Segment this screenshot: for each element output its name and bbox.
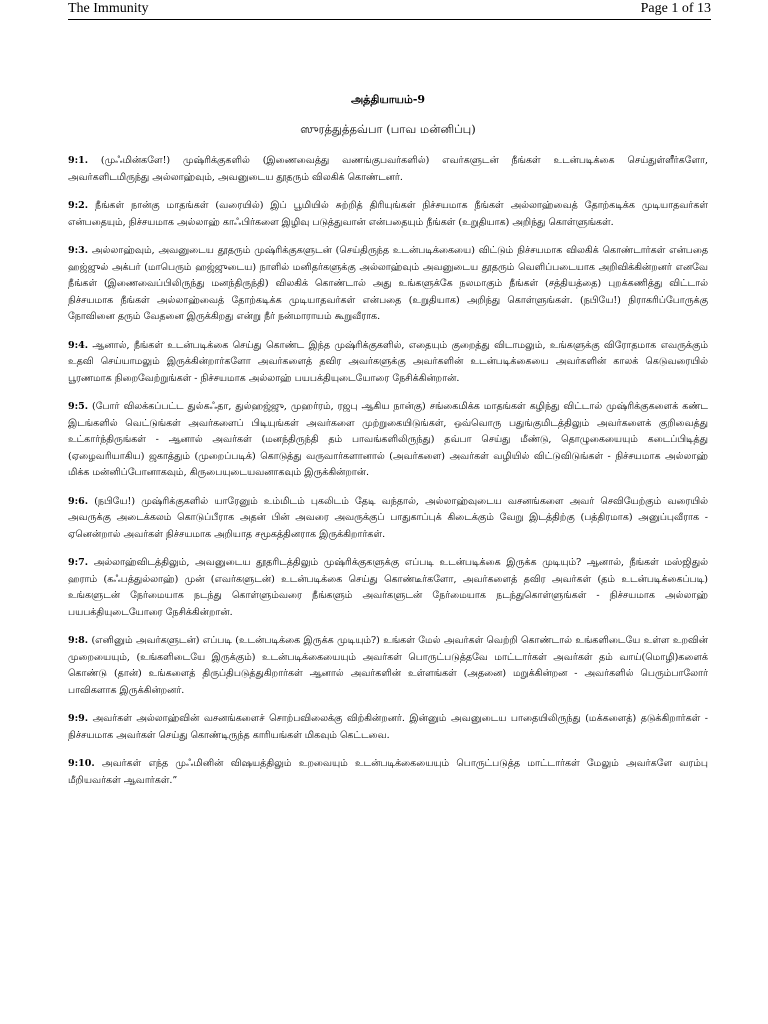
verse-text: (எனினும் அவர்களுடன்) எப்படி (உடன்படிக்கை இருக்க முடியும்?) உங்கள் மேல் அவர்கள் வெற்றி கொண்டால் உங்களிடையே உள்ள உறவின் முறையையும், (உங்களிடையே இருக்கும்) உடன்படிக்கையையும் அவர்கள் பொருட்படுத்தவே மாட்டார்கள் அவர்கள் தம் வாய்(மொழி)களைக் கொண்டு (தான்) உங்களைத் திருப்திபடுத்துகிறார்கள் ஆனால் அவர்களின் உள்ளங்கள் (அதனை) மறுக்கின்றன - அவர்களில் பெரும்பாலோர் பாவிகளாக இருக்கின்றனர்.: [68, 635, 708, 696]
verse: [68, 338, 708, 388]
verse-number: 9:4.: [68, 339, 89, 351]
page-indicator: Page 1 of 13: [640, 1, 711, 16]
verse-number: 9:1.: [68, 155, 89, 166]
verse: [68, 555, 708, 621]
verse-number: 9:8.: [68, 635, 89, 646]
verse-text: அவர்கள் அல்லாஹ்வின் வசனங்களைச் சொற்பவிலைக்கு விற்கின்றனர். இன்னும் அவனுடைய பாதையிலிருந்து (மக்களைத்) தடுக்கிறார்கள் - நிச்சயமாக அவர்கள் செய்து கொண்டிருந்த காரியங்கள் மிகவும் கெட்டவை.: [68, 713, 708, 741]
verse-text: (போர் விலக்கப்பட்ட துல்கஃதா, துல்ஹஜ்ஜு, முஹர்ரம், ரஜபு ஆகிய நான்கு) சங்கைமிக்க மாதங்கள் கழிந்து விட்டால் முஷ்ரிக்குகளைக் கண்ட இடங்களில் வெட்டுங்கள் அவர்களைப் பிடியுங்கள் அவர்களை முற்றுகையிடுங்கள், ஒவ்வொரு பதுங்குமிடத்திலும் அவர்களைக் குறிவைத்து உட்கார்ந்திருங்கள் - ஆனால் அவர்கள் (மனந்திருந்தி தம் பாவங்களிலிருந்து) தவ்பா செய்து மீண்டு, தொழுகையையும் கடைப்பிடித்து (ஏழைவரியாகிய) ஜகாத்தும் (முறைப்படிக்) கொடுத்து வருவார்களானால் (அவர்களை) அவர்கள் வழியில் விட்டுவிடுங்கள் - நிச்சயமாக அல்லாஹ் மிக்க மன்னிப்போனாகவும், கிருபையுடையவனாகவும் இருக்கின்றான்.: [68, 401, 708, 478]
verse: [68, 243, 708, 326]
verse-number: 9:9.: [68, 713, 89, 724]
verse: [68, 153, 708, 186]
verse-number: 9:6.: [68, 495, 89, 507]
verse: [68, 198, 708, 231]
document-title: The Immunity: [68, 1, 149, 16]
verse-text: ஆனால், நீங்கள் உடன்படிக்கை செய்து கொண்ட இந்த முஷ்ரிக்குகளில், எதையும் குறைத்து விடாமலும், உங்களுக்கு விரோதமாக எவருக்கும் உதவி செய்யாமலும் இருக்கின்றார்களோ அவர்களைத் தவிர அவர்களுக்கு அவர்களின் உடன்படிக்கையை அவர்களின் காலக் கெடுவரையில் பூரணமாக நிறைவேற்றுங்கள் - நிச்சயமாக அல்லாஹ் பயபக்தியுடையோரை நேசிக்கின்றான்.: [68, 339, 708, 384]
verse-number: 9:5.: [68, 401, 89, 412]
verse-number: 9:7.: [68, 557, 89, 568]
page-header: [0, 0, 768, 24]
surah-title: ஸுரத்துத்தவ்பா (பாவ மன்னிப்பு): [300, 121, 476, 136]
verse-number: 9:2.: [68, 200, 89, 211]
verse-text: அல்லாஹ்வும், அவனுடைய தூதரும் முஷ்ரிக்குகளுடன் (செய்திருந்த உடன்படிக்கையை) விட்டும் நிச்சயமாக விலகிக் கொண்டார்கள் என்பதை ஹஜ்ஜுல் அக்பர் (மாபெரும் ஹஜ்ஜுடைய) நாளில் மனிதர்களுக்கு அல்லாஹ்வும் அவனுடைய தூதரும் வெளிப்படையாக அறிவிக்கின்றனர் எனவே நீங்கள் (இணைவைப்பிலிருந்து மனந்திருந்தி) விலகிக் கொண்டால் அது உங்களுக்கே நலமாகும் நீங்கள் (சத்தியத்தை) புறக்கணித்து விட்டால் நிச்சயமாக நீங்கள் அல்லாஹ்வைத் தோற்கடிக்க முடியாதவர்கள் என்பதை (உறுதியாக) அறிந்து கொள்ளுங்கள். (நபியே!) நிராகரிப்போருக்கு நோவினை தரும் வேதனை இருக்கிறது என்று நீர் நன்மாராயம் கூறுவீராக.: [68, 245, 709, 322]
header-divider: [68, 19, 711, 20]
verse: [68, 756, 708, 789]
verse: [68, 399, 708, 482]
verse-text: (நபியே!) முஷ்ரிக்குகளில் யாரேனும் உம்மிடம் புகலிடம் தேடி வந்தால், அல்லாஹ்வுடைய வசனங்களை அவர் செவியேற்கும் வரையில் அவருக்கு அடைக்கலம் கொடுப்பீராக அதன் பின் அவரை அவருக்குப் பாதுகாப்புக் கிடைக்கும் வேறு இடத்திற்கு (பத்திரமாக) அனுப்புவீராக - ஏனென்றால் அவர்கள் நிச்சயமாக அறியாத சமூகத்தினராக இருக்கிறார்கள்.: [68, 495, 708, 540]
verse: [68, 633, 708, 699]
verse-number: 9:10.: [68, 758, 95, 769]
document-body: [68, 92, 708, 801]
verse-text: (முஃமின்களே!) முஷ்ரிக்குகளில் (இணைவைத்து வணங்குபவர்களில்) எவர்களுடன் நீங்கள் உடன்படிக்கை செய்துள்ளீர்களோ, அவர்களிடமிருந்து அல்லாஹ்வும், அவனுடைய தூதரும் விலகிக் கொண்டனர்.: [68, 155, 708, 183]
verse: [68, 494, 708, 544]
verse-text: நீங்கள் நான்கு மாதங்கள் (வரையில்) இப் பூமியில் சுற்றித் திரியுங்கள் நிச்சயமாக நீங்கள் அல்லாஹ்வைத் தோற்கடிக்க முடியாதவர்கள் என்பதையும், நிச்சயமாக அல்லாஹ் காஃபிர்களை இழிவு படுத்துவான் என்பதையும் நீங்கள் (உறுதியாக) அறிந்து கொள்ளுங்கள்.: [68, 200, 708, 228]
verse-text: அவர்கள் எந்த முஃமினின் விஷயத்திலும் உறவையும் உடன்படிக்கையையும் பொருட்படுத்த மாட்டார்கள் மேலும் அவர்களே வரம்பு மீறியவர்கள் ஆவார்கள்.”: [68, 758, 708, 786]
chapter-heading: அத்தியாயம்-9: [350, 93, 426, 106]
verse: [68, 711, 708, 744]
verse-text: அல்லாஹ்விடத்திலும், அவனுடைய தூதரிடத்திலும் முஷ்ரிக்குகளுக்கு எப்படி உடன்படிக்கை இருக்க முடியும்? ஆனால், நீங்கள் மஸ்ஜிதுல் ஹராம் (கஃபத்துல்லாஹ்) முன் (எவர்களுடன்) உடன்படிக்கை செய்து கொண்டீர்களோ, அவர்களைத் தவிர அவர்கள் (தம் உடன்படிக்கைப்படி) உங்களுடன் நேர்மையாக நடந்து கொள்ளும்வரை நீங்களும் அவர்களுடன் நேர்மையாக நடந்துகொள்ளுங்கள் - நிச்சயமாக அல்லாஹ் பயபக்தியுடையோரை நேசிக்கின்றான்.: [68, 557, 708, 618]
verse-number: 9:3.: [68, 245, 89, 256]
